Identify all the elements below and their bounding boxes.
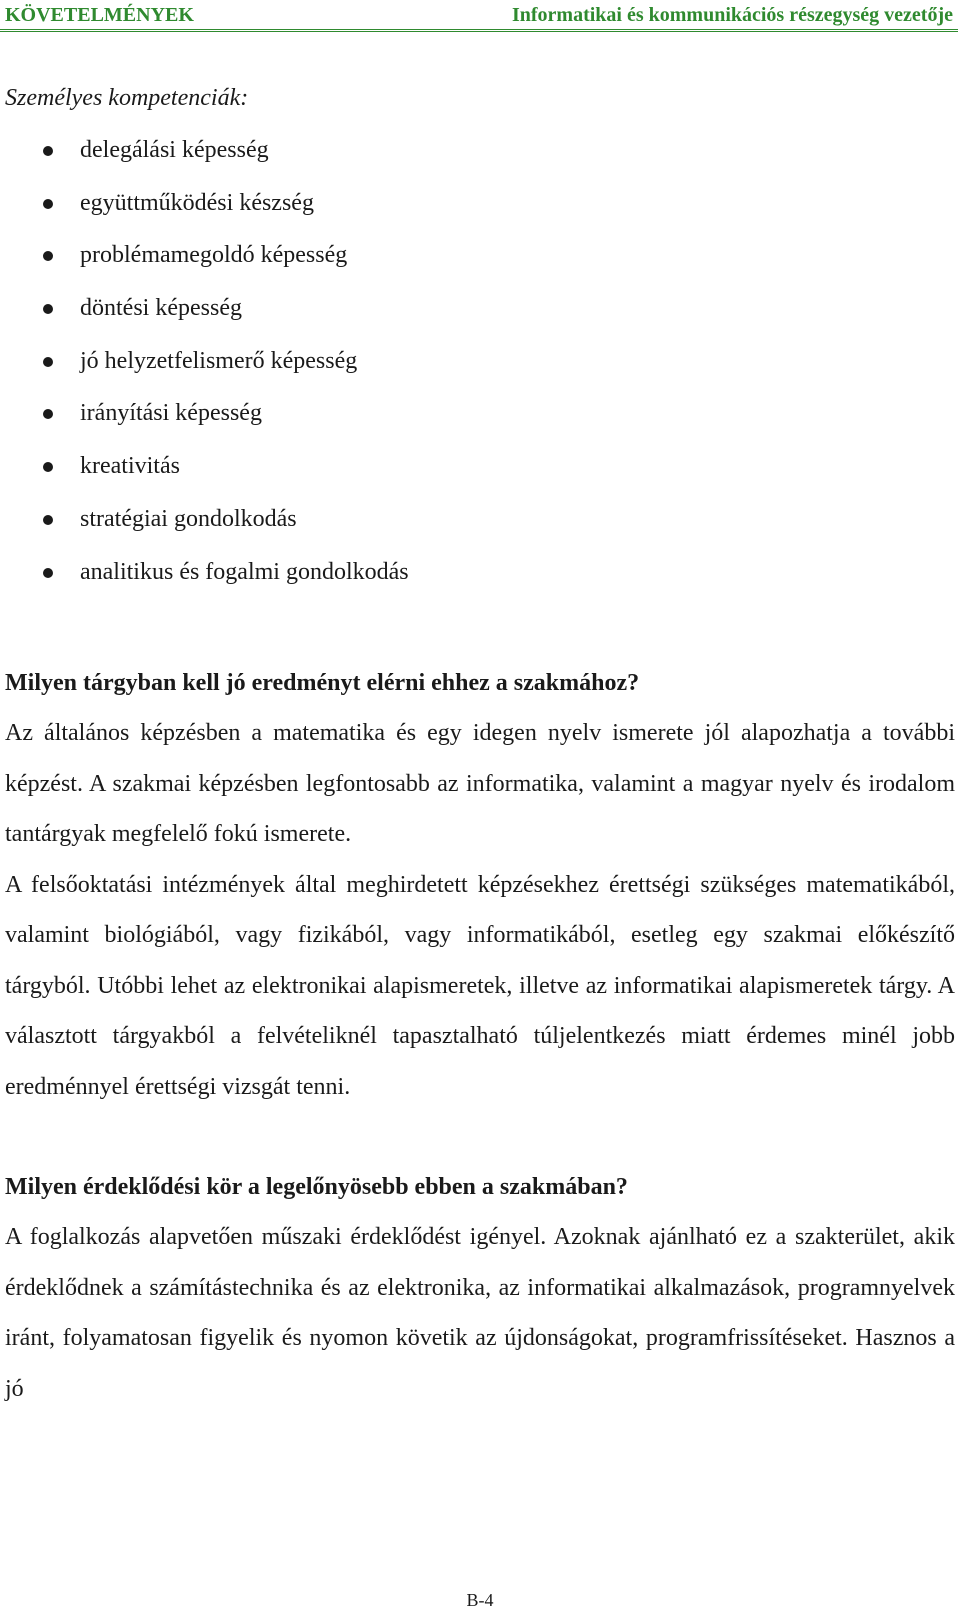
document-body — [5, 72, 955, 1414]
header-right-title: Informatikai és kommunikációs részegység vezetője — [511, 4, 953, 26]
bullet-icon — [43, 146, 53, 156]
list-item-text: kreativitás — [80, 453, 180, 480]
section1-heading: Milyen tárgyban kell jó eredményt elérni ehhez a szakmához? — [5, 670, 640, 697]
list-item — [5, 177, 955, 230]
section-spacer — [5, 598, 955, 658]
bullet-icon — [43, 515, 53, 525]
bullet-icon — [43, 462, 53, 472]
header-left-title: KÖVETELMÉNYEK — [5, 4, 194, 26]
list-item-text: irányítási képesség — [80, 400, 262, 427]
page-header — [0, 0, 958, 32]
list-item — [5, 229, 955, 282]
list-item — [5, 493, 955, 546]
bullet-icon — [43, 568, 53, 578]
bullet-icon — [43, 304, 53, 314]
bullet-icon — [43, 357, 53, 367]
bullet-icon — [43, 199, 53, 209]
list-item — [5, 546, 955, 599]
section2-heading: Milyen érdeklődési kör a legelőnyösebb ebben a szakmában? — [5, 1174, 628, 1201]
competencies-title: Személyes kompetenciák: — [5, 85, 249, 111]
section1-paragraph-1: Az általános képzésben a matematika és egy idegen nyelv ismerete jól alapozhatja a további képzést. A szakmai képzésben legfontosabb az informatika, valamint a magyar nyelv és irodalom tantárgyak megfelelő fokú ismerete. — [5, 720, 955, 848]
page-number: B-4 — [466, 1590, 494, 1610]
list-item-text: jó helyzetfelismerő képesség — [80, 347, 358, 374]
list-item-text: analitikus és fogalmi gondolkodás — [80, 558, 409, 585]
list-item — [5, 124, 955, 177]
bullet-icon — [43, 409, 53, 419]
section2-paragraph-1: A foglalkozás alapvetően műszaki érdeklődést igényel. Azoknak ajánlható ez a szakterület, akik érdeklődnek a számítástechnika és az elektronika, az informatikai alkalmazások, programnyelvek iránt, folyamatosan figyelik és nyomon követik az újdonságokat, programfrissítéseket. Hasznos a jó — [5, 1224, 955, 1402]
section1-paragraph-2: A felsőoktatási intézmények által meghirdetett képzésekhez érettségi szükséges matematikából, valamint biológiából, vagy fizikából, vagy informatikából, esetleg egy szakmai előkészítő tárgyból. Utóbbi lehet az elektronikai alapismeretek, illetve az informatikai alapismeretek tárgy. A választott tárgyakból a felvételiknél tapasztalható túljelentkezés miatt érdemes minél jobb eredménnyel érettségi vizsgát tenni. — [5, 871, 955, 1100]
list-item-text: problémamegoldó képesség — [80, 242, 348, 269]
list-item — [5, 387, 955, 440]
bullet-icon — [43, 251, 53, 261]
section-spacer — [5, 1112, 955, 1162]
list-item-text: döntési képesség — [80, 295, 242, 322]
list-item-text: delegálási képesség — [80, 137, 269, 163]
list-item-text: stratégiai gondolkodás — [80, 505, 297, 532]
list-item — [5, 440, 955, 493]
list-item — [5, 335, 955, 388]
list-item — [5, 282, 955, 335]
list-item-text: együttműködési készség — [80, 189, 314, 216]
competencies-list — [5, 124, 955, 598]
